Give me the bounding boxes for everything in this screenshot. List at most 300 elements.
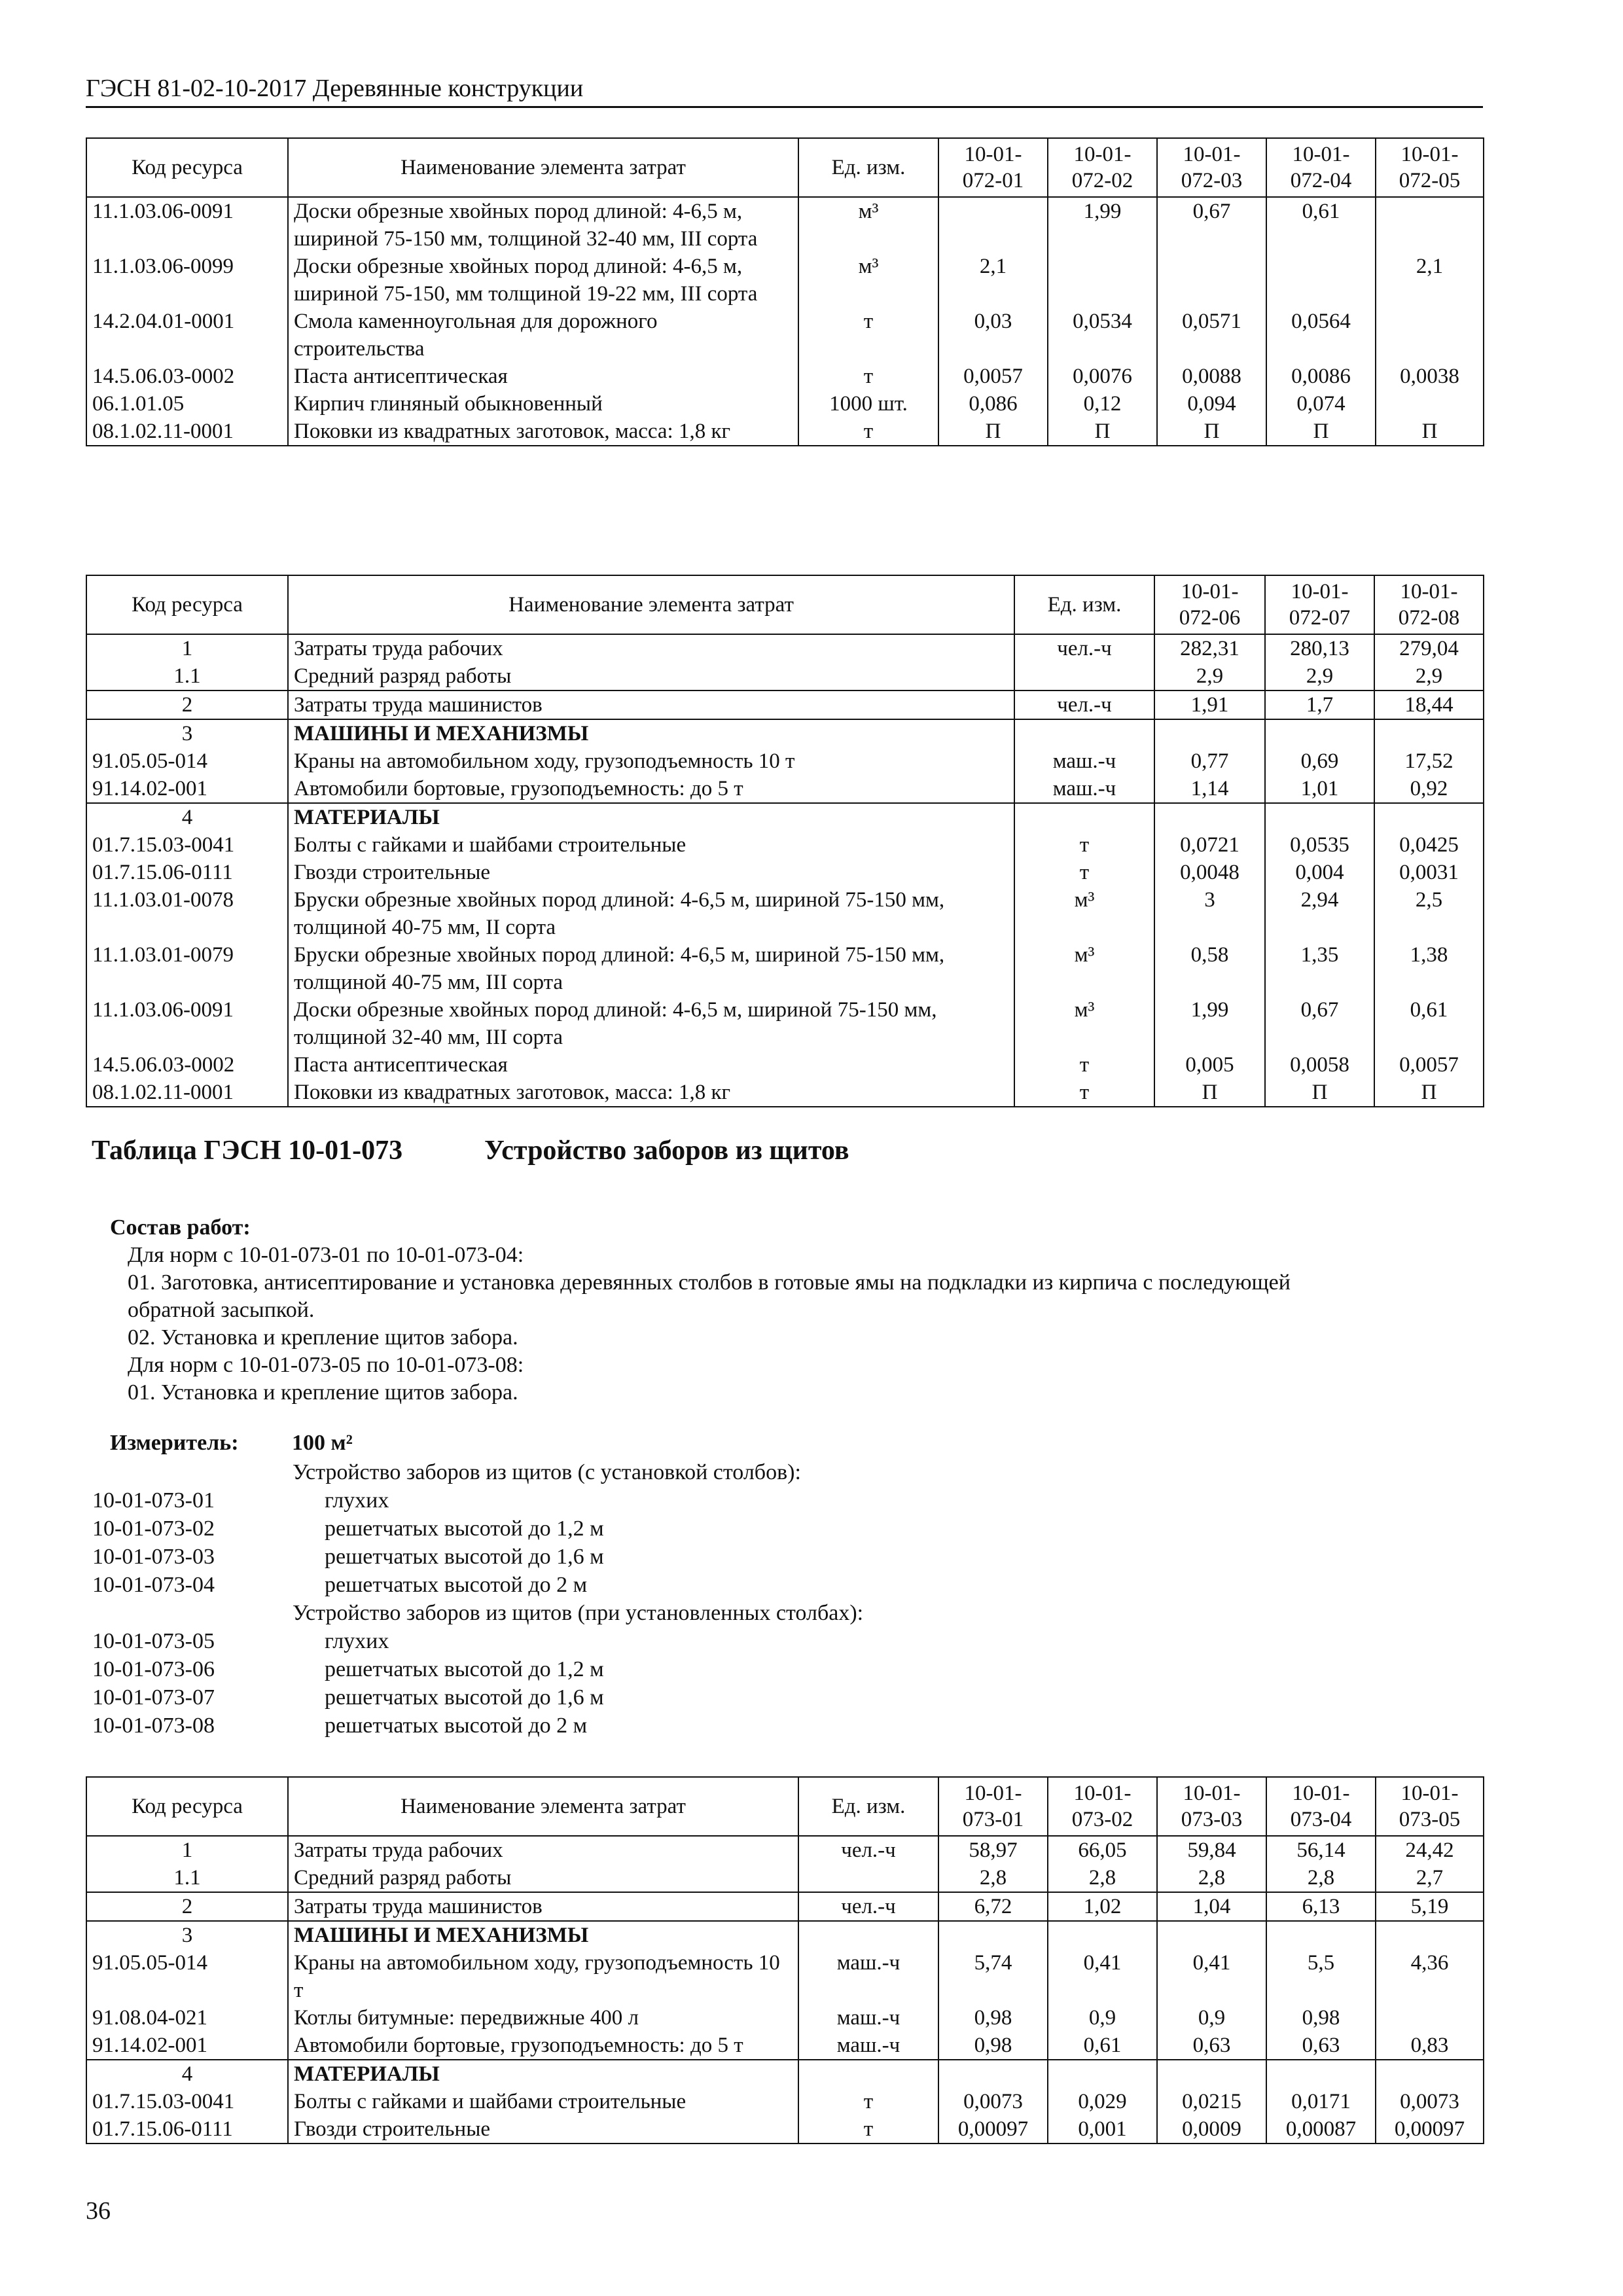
norm-value: 1,35	[1265, 941, 1374, 996]
table-row	[86, 363, 1484, 390]
resource-code: 01.7.15.03-0041	[86, 2088, 288, 2115]
norm-code: 10-01-073-05	[92, 1629, 215, 1653]
resource-code: 3	[86, 1921, 288, 1949]
norm-value	[1376, 2060, 1484, 2088]
table-row	[86, 2032, 1484, 2060]
norm-value: 2,9	[1265, 662, 1374, 691]
resource-code: 06.1.01.05	[86, 390, 288, 418]
norm-value	[1265, 719, 1374, 747]
norm-value: 0,98	[1266, 2004, 1376, 2032]
norm-value	[1154, 803, 1265, 831]
norm-value	[938, 2060, 1048, 2088]
norm-value	[1266, 1921, 1376, 1949]
norm-value: 1,7	[1265, 691, 1374, 719]
resource-unit: маш.-ч	[798, 2004, 938, 2032]
norm-value: 0,63	[1266, 2032, 1376, 2060]
norm-value: 0,0048	[1154, 859, 1265, 886]
norm-value: 4,36	[1376, 1949, 1484, 2004]
table-row	[86, 2060, 1484, 2088]
norm-value: 0,9	[1048, 2004, 1157, 2032]
header-code: Код ресурса	[86, 138, 288, 197]
header-norm-code: 10-01- 072-02	[1048, 138, 1157, 197]
norm-value: 0,001	[1048, 2115, 1157, 2144]
norm-value: П	[1265, 1079, 1374, 1107]
norm-group-title: Устройство заборов из щитов (при установленных столбах):	[293, 1601, 864, 1625]
norm-value: 1,91	[1154, 691, 1265, 719]
resource-name: Гвозди строительные	[288, 2115, 798, 2144]
norm-value	[1154, 719, 1265, 747]
resource-name: Поковки из квадратных заготовок, масса: 1,8 кг	[288, 418, 798, 446]
resource-name: Болты с гайками и шайбами строительные	[288, 2088, 798, 2115]
norm-value	[1376, 308, 1484, 363]
resource-name: Затраты труда машинистов	[288, 691, 1014, 719]
resource-code: 2	[86, 691, 288, 719]
resource-code: 4	[86, 2060, 288, 2088]
cost-table-073-01-05	[86, 1776, 1484, 2144]
resource-code: 1	[86, 634, 288, 662]
norm-value: 0,0038	[1376, 363, 1484, 390]
norm-value	[1157, 2060, 1266, 2088]
table-row	[86, 886, 1484, 941]
norm-value	[1374, 719, 1484, 747]
resource-unit: т	[1014, 1051, 1154, 1079]
header-name: Наименование элемента затрат	[288, 575, 1014, 634]
resource-name: Бруски обрезные хвойных пород длиной: 4-6,5 м, шириной 75-150 мм, толщиной 40-75 мм, III сорта	[288, 941, 1014, 996]
resource-unit: 1000 шт.	[798, 390, 938, 418]
resource-code: 11.1.03.06-0091	[86, 996, 288, 1051]
header-norm-code: 10-01- 072-01	[938, 138, 1048, 197]
resource-name: Поковки из квадратных заготовок, масса: 1,8 кг	[288, 1079, 1014, 1107]
resource-code: 11.1.03.01-0078	[86, 886, 288, 941]
resource-name: Паста антисептическая	[288, 1051, 1014, 1079]
resource-code: 4	[86, 803, 288, 831]
norm-value: 2,9	[1374, 662, 1484, 691]
norm-code: 10-01-073-07	[92, 1685, 215, 1710]
resource-unit	[798, 1921, 938, 1949]
resource-code: 91.14.02-001	[86, 775, 288, 803]
table-row	[86, 2115, 1484, 2144]
norm-value: 17,52	[1374, 747, 1484, 775]
resource-unit: чел.-ч	[798, 1836, 938, 1864]
norm-value: 0,61	[1048, 2032, 1157, 2060]
norm-description: решетчатых высотой до 1,2 м	[325, 1516, 604, 1541]
norm-value	[938, 197, 1048, 253]
resource-unit: т	[1014, 859, 1154, 886]
norm-description: решетчатых высотой до 2 м	[325, 1713, 588, 1738]
norm-value: 2,94	[1265, 886, 1374, 941]
norm-code: 10-01-073-08	[92, 1713, 215, 1738]
norm-value: П	[1048, 418, 1157, 446]
table-row	[86, 253, 1484, 308]
resource-code: 14.5.06.03-0002	[86, 363, 288, 390]
norm-value: 0,0534	[1048, 308, 1157, 363]
resource-name: МАШИНЫ И МЕХАНИЗМЫ	[288, 1921, 798, 1949]
header-norm-code: 10-01- 072-04	[1266, 138, 1376, 197]
norm-description: решетчатых высотой до 2 м	[325, 1573, 588, 1597]
norm-value: 0,67	[1157, 197, 1266, 253]
norm-value: 0,0721	[1154, 831, 1265, 859]
norm-value: 1,02	[1048, 1892, 1157, 1921]
resource-unit: м³	[798, 253, 938, 308]
resource-code: 2	[86, 1892, 288, 1921]
resource-name: Затраты труда рабочих	[288, 1836, 798, 1864]
table-title	[92, 1134, 849, 1168]
norm-value: 0,69	[1265, 747, 1374, 775]
norm-value: 0,094	[1157, 390, 1266, 418]
resource-unit	[1014, 662, 1154, 691]
table-row	[86, 747, 1484, 775]
resource-code: 08.1.02.11-0001	[86, 1079, 288, 1107]
resource-code: 1.1	[86, 1864, 288, 1892]
header-unit: Ед. изм.	[798, 138, 938, 197]
norm-value: 5,74	[938, 1949, 1048, 2004]
table-row	[86, 1892, 1484, 1921]
resource-code: 91.08.04-021	[86, 2004, 288, 2032]
norm-value: 0,0215	[1157, 2088, 1266, 2115]
resource-name: Доски обрезные хвойных пород длиной: 4-6,5 м, шириной 75-150 мм, толщиной 32-40 мм, III сорта	[288, 197, 798, 253]
resource-code: 01.7.15.06-0111	[86, 859, 288, 886]
norm-value: 0,0171	[1266, 2088, 1376, 2115]
norm-value: 0,92	[1374, 775, 1484, 803]
norm-description: глухих	[325, 1488, 389, 1513]
norm-value: 66,05	[1048, 1836, 1157, 1864]
norm-value: 0,98	[938, 2004, 1048, 2032]
header-norm-code: 10-01- 073-05	[1376, 1777, 1484, 1836]
norm-value: 6,72	[938, 1892, 1048, 1921]
resource-code: 01.7.15.06-0111	[86, 2115, 288, 2144]
resource-code: 14.2.04.01-0001	[86, 308, 288, 363]
table-row	[86, 719, 1484, 747]
norm-value: 0,9	[1157, 2004, 1266, 2032]
table-row	[86, 1079, 1484, 1107]
header-unit: Ед. изм.	[798, 1777, 938, 1836]
work-line: 01. Установка и крепление щитов забора.	[128, 1380, 518, 1405]
resource-name: Гвозди строительные	[288, 859, 1014, 886]
header-code: Код ресурса	[86, 575, 288, 634]
norm-code: 10-01-073-01	[92, 1488, 215, 1513]
resource-unit: м³	[798, 197, 938, 253]
resource-unit	[798, 1864, 938, 1892]
norm-description: решетчатых высотой до 1,6 м	[325, 1685, 604, 1710]
resource-unit: т	[798, 363, 938, 390]
header-norm-code: 10-01- 072-06	[1154, 575, 1265, 634]
resource-name: Паста антисептическая	[288, 363, 798, 390]
page-number: 36	[86, 2197, 111, 2225]
norm-code: 10-01-073-04	[92, 1573, 215, 1597]
norm-value: 2,9	[1154, 662, 1265, 691]
norm-value: 1,99	[1154, 996, 1265, 1051]
resource-name: Кирпич глиняный обыкновенный	[288, 390, 798, 418]
norm-value: 282,31	[1154, 634, 1265, 662]
resource-unit: чел.-ч	[1014, 634, 1154, 662]
norm-value: 280,13	[1265, 634, 1374, 662]
resource-unit: т	[798, 308, 938, 363]
norm-value: 0,58	[1154, 941, 1265, 996]
resource-unit: маш.-ч	[798, 2032, 938, 2060]
norm-value	[1376, 1921, 1484, 1949]
table-name: Устройство заборов из щитов	[484, 1136, 849, 1166]
resource-name: Бруски обрезные хвойных пород длиной: 4-6,5 м, шириной 75-150 мм, толщиной 40-75 мм, II сорта	[288, 886, 1014, 941]
norm-value: 5,19	[1376, 1892, 1484, 1921]
norm-value: П	[938, 418, 1048, 446]
norm-value: 0,77	[1154, 747, 1265, 775]
resource-unit: маш.-ч	[1014, 747, 1154, 775]
norm-code: 10-01-073-03	[92, 1545, 215, 1569]
resource-name: Болты с гайками и шайбами строительные	[288, 831, 1014, 859]
norm-value: 0,12	[1048, 390, 1157, 418]
header-norm-code: 10-01- 073-04	[1266, 1777, 1376, 1836]
norm-value: 0,0088	[1157, 363, 1266, 390]
resource-code: 11.1.03.06-0099	[86, 253, 288, 308]
header-norm-code: 10-01- 072-08	[1374, 575, 1484, 634]
norm-value: 0,63	[1157, 2032, 1266, 2060]
norm-value: 0,83	[1376, 2032, 1484, 2060]
norm-value: 0,0535	[1265, 831, 1374, 859]
resource-name: Доски обрезные хвойных пород длиной: 4-6,5 м, шириной 75-150 мм, толщиной 32-40 мм, III сорта	[288, 996, 1014, 1051]
resource-name: МАШИНЫ И МЕХАНИЗМЫ	[288, 719, 1014, 747]
measure-unit: 100 м²	[292, 1431, 353, 1455]
norm-value: 0,0073	[1376, 2088, 1484, 2115]
header-code: Код ресурса	[86, 1777, 288, 1836]
norm-value: 0,029	[1048, 2088, 1157, 2115]
resource-unit: т	[798, 418, 938, 446]
table-row	[86, 691, 1484, 719]
norm-value	[1157, 253, 1266, 308]
norm-value: 24,42	[1376, 1836, 1484, 1864]
running-header: ГЭСН 81-02-10-2017 Деревянные конструкции	[86, 73, 1483, 108]
resource-name: Затраты труда машинистов	[288, 1892, 798, 1921]
table-row	[86, 308, 1484, 363]
header-norm-code: 10-01- 073-01	[938, 1777, 1048, 1836]
norm-value: 2,8	[938, 1864, 1048, 1892]
resource-unit: т	[1014, 1079, 1154, 1107]
header-name: Наименование элемента затрат	[288, 138, 798, 197]
cost-table-072-01-05	[86, 137, 1484, 446]
norm-value: П	[1374, 1079, 1484, 1107]
table-row	[86, 1051, 1484, 1079]
header-norm-code: 10-01- 072-07	[1265, 575, 1374, 634]
table-row	[86, 2004, 1484, 2032]
norm-value: 279,04	[1374, 634, 1484, 662]
table-row	[86, 418, 1484, 446]
norm-value	[1266, 2060, 1376, 2088]
norm-value: 56,14	[1266, 1836, 1376, 1864]
norm-value: 2,8	[1266, 1864, 1376, 1892]
table-row	[86, 1949, 1484, 2004]
norm-value: 0,086	[938, 390, 1048, 418]
table-row	[86, 1921, 1484, 1949]
norm-value	[1376, 197, 1484, 253]
norm-value	[1376, 390, 1484, 418]
norm-value	[1157, 1921, 1266, 1949]
table-row	[86, 941, 1484, 996]
norm-value	[938, 1921, 1048, 1949]
resource-code: 91.05.05-014	[86, 1949, 288, 2004]
norm-value	[1376, 2004, 1484, 2032]
norm-value: 2,7	[1376, 1864, 1484, 1892]
work-line: Для норм с 10-01-073-01 по 10-01-073-04:	[128, 1243, 524, 1267]
norm-value: 0,005	[1154, 1051, 1265, 1079]
norm-value: П	[1376, 418, 1484, 446]
norm-value: 0,00087	[1266, 2115, 1376, 2144]
work-heading: Состав работ:	[110, 1215, 251, 1240]
resource-code: 91.05.05-014	[86, 747, 288, 775]
resource-unit	[798, 2060, 938, 2088]
resource-code: 11.1.03.06-0091	[86, 197, 288, 253]
work-composition	[110, 1214, 1471, 1407]
resource-name: Затраты труда рабочих	[288, 634, 1014, 662]
norm-value: 0,03	[938, 308, 1048, 363]
header-name: Наименование элемента затрат	[288, 1777, 798, 1836]
resource-name: МАТЕРИАЛЫ	[288, 2060, 798, 2088]
norm-code: 10-01-073-02	[92, 1516, 215, 1541]
resource-unit: м³	[1014, 996, 1154, 1051]
table-row	[86, 390, 1484, 418]
norm-group-title: Устройство заборов из щитов (с установкой столбов):	[293, 1460, 801, 1484]
resource-unit: м³	[1014, 941, 1154, 996]
resource-unit	[1014, 803, 1154, 831]
resource-name: Средний разряд работы	[288, 1864, 798, 1892]
cost-table-072-06-08	[86, 575, 1484, 1107]
norm-value: 3	[1154, 886, 1265, 941]
norm-value: 0,0564	[1266, 308, 1376, 363]
resource-unit: т	[1014, 831, 1154, 859]
resource-name: Смола каменноугольная для дорожного строительства	[288, 308, 798, 363]
table-code: Таблица ГЭСН 10-01-073	[92, 1136, 403, 1166]
norm-value: 2,5	[1374, 886, 1484, 941]
resource-unit	[1014, 719, 1154, 747]
measure-label: Измеритель:	[110, 1431, 239, 1455]
resource-name: Автомобили бортовые, грузоподъемность: до 5 т	[288, 775, 1014, 803]
norm-value: 0,0076	[1048, 363, 1157, 390]
norm-value: 0,0425	[1374, 831, 1484, 859]
resource-unit: маш.-ч	[1014, 775, 1154, 803]
norm-value	[1048, 1921, 1157, 1949]
norm-value	[1266, 253, 1376, 308]
resource-code: 91.14.02-001	[86, 2032, 288, 2060]
norm-value: 58,97	[938, 1836, 1048, 1864]
norm-value: 1,14	[1154, 775, 1265, 803]
norm-value: 0,00097	[938, 2115, 1048, 2144]
resource-unit: т	[798, 2088, 938, 2115]
norm-value: П	[1157, 418, 1266, 446]
norm-value: 0,00097	[1376, 2115, 1484, 2144]
norm-value: 1,01	[1265, 775, 1374, 803]
norm-value: 2,1	[938, 253, 1048, 308]
resource-code: 11.1.03.01-0079	[86, 941, 288, 996]
resource-name: МАТЕРИАЛЫ	[288, 803, 1014, 831]
table-row	[86, 2088, 1484, 2115]
norm-value: П	[1266, 418, 1376, 446]
resource-code: 3	[86, 719, 288, 747]
norm-value: 1,04	[1157, 1892, 1266, 1921]
norm-value: 2,8	[1157, 1864, 1266, 1892]
norm-value: 0,61	[1374, 996, 1484, 1051]
norm-value: 0,41	[1048, 1949, 1157, 2004]
norm-value	[1048, 253, 1157, 308]
norm-value: 2,8	[1048, 1864, 1157, 1892]
resource-code: 08.1.02.11-0001	[86, 418, 288, 446]
resource-code: 01.7.15.03-0041	[86, 831, 288, 859]
norm-value: 0,0086	[1266, 363, 1376, 390]
table-row	[86, 197, 1484, 253]
resource-unit: маш.-ч	[798, 1949, 938, 2004]
table-row	[86, 634, 1484, 662]
norm-value: 0,0057	[938, 363, 1048, 390]
norm-value: 2,1	[1376, 253, 1484, 308]
table-row	[86, 831, 1484, 859]
resource-unit: м³	[1014, 886, 1154, 941]
norm-description: решетчатых высотой до 1,6 м	[325, 1545, 604, 1569]
resource-code: 1.1	[86, 662, 288, 691]
norm-value: 0,0058	[1265, 1051, 1374, 1079]
header-norm-code: 10-01- 073-02	[1048, 1777, 1157, 1836]
norm-value: 0,0009	[1157, 2115, 1266, 2144]
resource-unit: чел.-ч	[1014, 691, 1154, 719]
table-row	[86, 775, 1484, 803]
norm-value	[1374, 803, 1484, 831]
norm-description: глухих	[325, 1629, 389, 1653]
resource-name: Краны на автомобильном ходу, грузоподъемность 10 т	[288, 747, 1014, 775]
resource-unit: чел.-ч	[798, 1892, 938, 1921]
norm-value: 0,0073	[938, 2088, 1048, 2115]
work-line: обратной засыпкой.	[128, 1298, 315, 1322]
work-line: 02. Установка и крепление щитов забора.	[128, 1325, 518, 1350]
resource-name: Автомобили бортовые, грузоподъемность: до 5 т	[288, 2032, 798, 2060]
norm-value: П	[1154, 1079, 1265, 1107]
norm-value: 0,98	[938, 2032, 1048, 2060]
header-norm-code: 10-01- 073-03	[1157, 1777, 1266, 1836]
resource-code: 1	[86, 1836, 288, 1864]
norm-value: 6,13	[1266, 1892, 1376, 1921]
norm-value: 0,41	[1157, 1949, 1266, 2004]
norm-value: 0,0571	[1157, 308, 1266, 363]
header-norm-code: 10-01- 072-05	[1376, 138, 1484, 197]
norm-value: 0,61	[1266, 197, 1376, 253]
table-row	[86, 859, 1484, 886]
table-row	[86, 1864, 1484, 1892]
norm-value: 5,5	[1266, 1949, 1376, 2004]
norm-value: 0,074	[1266, 390, 1376, 418]
resource-name: Средний разряд работы	[288, 662, 1014, 691]
resource-name: Доски обрезные хвойных пород длиной: 4-6,5 м, шириной 75-150, мм толщиной 19-22 мм, III сорта	[288, 253, 798, 308]
work-line: 01. Заготовка, антисептирование и установка деревянных столбов в готовые ямы на подкладки из кирпича с последующей	[128, 1270, 1291, 1295]
table-row	[86, 662, 1484, 691]
table-row	[86, 1836, 1484, 1864]
resource-unit: т	[798, 2115, 938, 2144]
header-norm-code: 10-01- 072-03	[1157, 138, 1266, 197]
norm-code: 10-01-073-06	[92, 1657, 215, 1681]
resource-name: Краны на автомобильном ходу, грузоподъемность 10 т	[288, 1949, 798, 2004]
norm-value: 0,004	[1265, 859, 1374, 886]
table-row	[86, 996, 1484, 1051]
norm-value: 1,99	[1048, 197, 1157, 253]
norm-value: 18,44	[1374, 691, 1484, 719]
resource-code: 14.5.06.03-0002	[86, 1051, 288, 1079]
norm-value: 0,0031	[1374, 859, 1484, 886]
norm-value: 1,38	[1374, 941, 1484, 996]
resource-name: Котлы битумные: передвижные 400 л	[288, 2004, 798, 2032]
norm-value	[1265, 803, 1374, 831]
work-line: Для норм с 10-01-073-05 по 10-01-073-08:	[128, 1353, 524, 1377]
norm-value	[1048, 2060, 1157, 2088]
header-unit: Ед. изм.	[1014, 575, 1154, 634]
norm-value: 0,67	[1265, 996, 1374, 1051]
norm-value: 0,0057	[1374, 1051, 1484, 1079]
norm-value: 59,84	[1157, 1836, 1266, 1864]
norm-description: решетчатых высотой до 1,2 м	[325, 1657, 604, 1681]
table-row	[86, 803, 1484, 831]
